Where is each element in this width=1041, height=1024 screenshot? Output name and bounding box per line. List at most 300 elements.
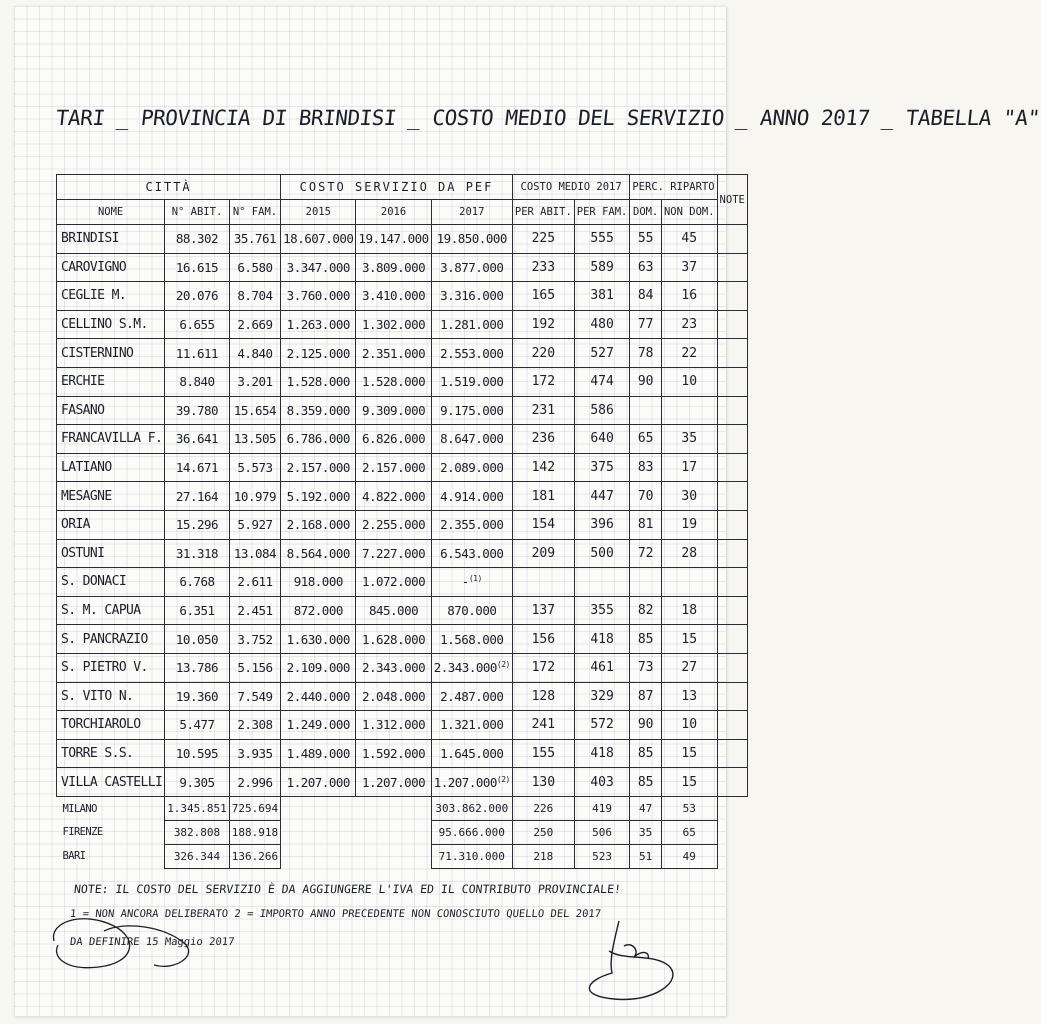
cell-non-dom: 13 [661, 682, 717, 711]
cell-2015: 1.249.000 [281, 711, 356, 740]
cell-dom: 78 [630, 339, 662, 368]
signature-left [44, 901, 234, 981]
cell-nome: CISTERNINO [57, 339, 165, 368]
cell-nome: S. DONACI [57, 568, 165, 597]
table-row [57, 339, 748, 368]
cell-per-fam: 418 [574, 739, 630, 768]
cell-non-dom: 22 [661, 339, 717, 368]
cell-2017: 2.553.000 [431, 339, 512, 368]
cell-nome: VILLA CASTELLI [57, 768, 165, 797]
cell-per-abit: 225 [512, 225, 574, 254]
cell-abit: 19.360 [165, 682, 230, 711]
cell-fam: 5.927 [229, 510, 280, 539]
cell-non-dom [661, 396, 717, 425]
cell-2015: 2.109.000 [281, 653, 356, 682]
cell-abit: 13.786 [165, 653, 230, 682]
cell-non-dom: 18 [661, 596, 717, 625]
footnote-marker: (2) [496, 660, 510, 670]
cell-nome: MILANO [62, 802, 97, 815]
cell-non-dom: 15 [661, 768, 717, 797]
cell-2015: 3.760.000 [281, 282, 356, 311]
cell-2016: 1.312.000 [356, 711, 431, 740]
cell-non-dom: 65 [661, 820, 717, 844]
cell-per-abit: 137 [512, 596, 574, 625]
cell-note [717, 310, 747, 339]
table-header-row [57, 200, 748, 225]
cell-nome: ORIA [57, 510, 165, 539]
cell-2017: 6.543.000 [431, 539, 512, 568]
note-date: DA DEFINIRE 15 Maggio 2017 [69, 936, 236, 948]
cell-2015: 1.528.000 [281, 367, 356, 396]
cell-2017: 95.666.000 [431, 820, 512, 844]
table-row [57, 682, 748, 711]
cell-per-fam: 500 [574, 539, 630, 568]
cell-non-dom: 15 [661, 739, 717, 768]
cell-2016: 2.048.000 [356, 682, 431, 711]
cell-non-dom: 37 [661, 253, 717, 282]
col-header: N° FAM. [229, 200, 280, 225]
cell-note [717, 367, 747, 396]
cell-fam: 3.752 [229, 625, 280, 654]
cell-per-fam: 572 [574, 711, 630, 740]
cell-2016: 9.309.000 [356, 396, 431, 425]
col-header: DOM. [630, 200, 662, 225]
col-header: 2015 [281, 200, 356, 225]
cell-empty [281, 844, 356, 868]
cell-2017: 8.647.000 [431, 425, 512, 454]
cell-dom: 72 [630, 539, 662, 568]
cell-per-fam: 527 [574, 339, 630, 368]
cell-dom: 55 [630, 225, 662, 254]
cell-nome: TORCHIAROLO [57, 711, 165, 740]
cell-per-fam: 355 [574, 596, 630, 625]
cell-non-dom: 19 [661, 510, 717, 539]
summary-row [57, 796, 748, 820]
cell-dom: 47 [630, 796, 662, 820]
cell-note [717, 625, 747, 654]
cell-fam: 10.979 [229, 482, 280, 511]
cell-non-dom: 35 [661, 425, 717, 454]
cell-per-fam: 329 [574, 682, 630, 711]
cell-abit: 36.641 [165, 425, 230, 454]
cell-note [717, 510, 747, 539]
cell-per-abit: 172 [512, 367, 574, 396]
cell-2015: 18.607.000 [281, 225, 356, 254]
cell-note [717, 711, 747, 740]
cell-nome: S. M. CAPUA [57, 596, 165, 625]
cell-note [717, 796, 747, 820]
cell-2017: 9.175.000 [431, 396, 512, 425]
table-row [57, 482, 748, 511]
cell-dom: 35 [630, 820, 662, 844]
cell-note [717, 425, 747, 454]
cell-fam: 2.669 [229, 310, 280, 339]
cell-non-dom: 27 [661, 653, 717, 682]
cell-2015: 2.168.000 [281, 510, 356, 539]
cell-fam: 725.694 [229, 796, 280, 820]
cell-2017: 2.487.000 [431, 682, 512, 711]
cell-fam: 188.918 [229, 820, 280, 844]
cell-per-fam: 381 [574, 282, 630, 311]
cell-fam: 2.996 [229, 768, 280, 797]
cell-per-fam: 447 [574, 482, 630, 511]
cell-note [717, 453, 747, 482]
cell-per-abit: 236 [512, 425, 574, 454]
cell-per-fam: 555 [574, 225, 630, 254]
cell-abit: 11.611 [165, 339, 230, 368]
cell-abit: 10.050 [165, 625, 230, 654]
cell-2015: 2.157.000 [281, 453, 356, 482]
table-row [57, 453, 748, 482]
cell-nome: ERCHIE [57, 367, 165, 396]
cell-2017: 71.310.000 [431, 844, 512, 868]
cell-value: 2.343.000 [433, 660, 497, 676]
cost-table [56, 174, 748, 869]
cell-dom: 81 [630, 510, 662, 539]
cell-per-fam: 589 [574, 253, 630, 282]
header-costo-pef: COSTO SERVIZIO DA PEF [281, 175, 513, 200]
cell-nome: TORRE S.S. [57, 739, 165, 768]
cell-empty [356, 820, 431, 844]
cell-2016: 1.628.000 [356, 625, 431, 654]
cell-non-dom: 49 [661, 844, 717, 868]
cell-2017: 303.862.000 [431, 796, 512, 820]
cell-2015: 8.359.000 [281, 396, 356, 425]
cell-nome: FIRENZE [62, 826, 103, 839]
cell-per-fam: 480 [574, 310, 630, 339]
cell-fam: 136.266 [229, 844, 280, 868]
cell-2016: 6.826.000 [356, 425, 431, 454]
table-row [57, 653, 748, 682]
cell-per-fam: 418 [574, 625, 630, 654]
cell-dom: 85 [630, 739, 662, 768]
cell-fam: 5.573 [229, 453, 280, 482]
cell-note [717, 768, 747, 797]
cell-note [717, 596, 747, 625]
cell-2017: 1.568.000 [431, 625, 512, 654]
cell-note [717, 339, 747, 368]
cell-non-dom: 15 [661, 625, 717, 654]
cell-per-abit: 233 [512, 253, 574, 282]
cell-dom: 51 [630, 844, 662, 868]
signature-right [574, 911, 694, 1006]
table-row [57, 310, 748, 339]
cell-per-abit: 181 [512, 482, 574, 511]
summary-row [57, 820, 748, 844]
cell-abit: 6.655 [165, 310, 230, 339]
cell-abit: 9.305 [165, 768, 230, 797]
col-header: N° ABIT. [165, 200, 230, 225]
cell-dom: 90 [630, 367, 662, 396]
cell-2016: 2.157.000 [356, 453, 431, 482]
cell-2017: 870.000 [431, 596, 512, 625]
cell-non-dom: 45 [661, 225, 717, 254]
cell-abit: 14.671 [165, 453, 230, 482]
cell-per-abit: 156 [512, 625, 574, 654]
cell-note [717, 820, 747, 844]
cell-dom: 83 [630, 453, 662, 482]
cell-dom: 70 [630, 482, 662, 511]
cell-per-abit: 165 [512, 282, 574, 311]
cell-abit: 15.296 [165, 510, 230, 539]
cell-per-abit: 154 [512, 510, 574, 539]
cell-nome: FASANO [57, 396, 165, 425]
cell-fam: 35.761 [229, 225, 280, 254]
table-row [57, 568, 748, 597]
cell-2017 [431, 568, 512, 597]
table-row [57, 768, 748, 797]
note-legend: 1 = NON ANCORA DELIBERATO 2 = IMPORTO ANNO PRECEDENTE NON CONOSCIUTO QUELLO DEL 2017 [69, 908, 602, 920]
cell-2016: 2.351.000 [356, 339, 431, 368]
header-perc-riparto: PERC. RIPARTO [630, 175, 717, 200]
col-header: PER FAM. [574, 200, 630, 225]
cell-fam: 6.580 [229, 253, 280, 282]
cell-dom: 65 [630, 425, 662, 454]
cell-2016: 2.255.000 [356, 510, 431, 539]
cell-per-abit: 226 [512, 796, 574, 820]
cell-per-fam: 506 [574, 820, 630, 844]
cell-fam: 2.308 [229, 711, 280, 740]
cell-2016: 3.809.000 [356, 253, 431, 282]
cell-dom: 85 [630, 625, 662, 654]
cell-2016: 1.072.000 [356, 568, 431, 597]
cell-2015: 918.000 [281, 568, 356, 597]
cell-2015: 3.347.000 [281, 253, 356, 282]
cell-per-abit: 142 [512, 453, 574, 482]
cell-2016: 1.592.000 [356, 739, 431, 768]
table-row [57, 625, 748, 654]
cell-per-abit [512, 568, 574, 597]
cell-non-dom: 28 [661, 539, 717, 568]
cell-fam: 8.704 [229, 282, 280, 311]
cell-nome: S. PANCRAZIO [57, 625, 165, 654]
cell-2015: 1.630.000 [281, 625, 356, 654]
cell-non-dom: 30 [661, 482, 717, 511]
cell-abit: 39.780 [165, 396, 230, 425]
table-row [57, 711, 748, 740]
cell-per-fam: 640 [574, 425, 630, 454]
cell-2017 [431, 653, 512, 682]
cell-2017: 1.281.000 [431, 310, 512, 339]
cell-dom: 85 [630, 768, 662, 797]
cell-per-fam: 403 [574, 768, 630, 797]
cell-per-abit: 192 [512, 310, 574, 339]
header-citta: CITTÀ [57, 175, 281, 200]
cell-non-dom [661, 568, 717, 597]
cell-fam: 3.935 [229, 739, 280, 768]
table-row [57, 539, 748, 568]
cell-note [717, 844, 747, 868]
table-row [57, 225, 748, 254]
cell-fam: 5.156 [229, 653, 280, 682]
footnote-marker: (1) [468, 574, 482, 584]
cell-nome: BARI [62, 850, 86, 863]
table-row [57, 282, 748, 311]
cell-2015: 2.125.000 [281, 339, 356, 368]
cell-abit: 16.615 [165, 253, 230, 282]
cell-non-dom: 10 [661, 367, 717, 396]
cell-per-fam: 474 [574, 367, 630, 396]
col-header: NOME [57, 200, 165, 225]
col-header: PER ABIT. [512, 200, 574, 225]
table-row [57, 596, 748, 625]
cell-2015: 6.786.000 [281, 425, 356, 454]
cell-non-dom: 23 [661, 310, 717, 339]
cell-2016: 2.343.000 [356, 653, 431, 682]
summary-row [57, 844, 748, 868]
cell-2015: 5.192.000 [281, 482, 356, 511]
cell-per-abit: 209 [512, 539, 574, 568]
cell-per-fam: 419 [574, 796, 630, 820]
table-header-group-row [57, 175, 748, 200]
cell-per-abit: 172 [512, 653, 574, 682]
cell-fam: 15.654 [229, 396, 280, 425]
cell-nome: BRINDISI [57, 225, 165, 254]
cell-abit: 10.595 [165, 739, 230, 768]
col-header: NON DOM. [661, 200, 717, 225]
cell-dom: 63 [630, 253, 662, 282]
cell-2017 [431, 768, 512, 797]
cell-note [717, 396, 747, 425]
cell-nome: OSTUNI [57, 539, 165, 568]
cell-2017: 4.914.000 [431, 482, 512, 511]
cell-2016: 1.302.000 [356, 310, 431, 339]
cell-note [717, 253, 747, 282]
cell-dom: 82 [630, 596, 662, 625]
cell-nome: CELLINO S.M. [57, 310, 165, 339]
cell-nome: MESAGNE [57, 482, 165, 511]
cell-note [717, 568, 747, 597]
cell-2015: 8.564.000 [281, 539, 356, 568]
cell-fam: 2.611 [229, 568, 280, 597]
cell-2016: 19.147.000 [356, 225, 431, 254]
cell-abit: 5.477 [165, 711, 230, 740]
cell-2017: 3.316.000 [431, 282, 512, 311]
cell-dom: 84 [630, 282, 662, 311]
cell-abit: 20.076 [165, 282, 230, 311]
table-row [57, 425, 748, 454]
table-row [57, 510, 748, 539]
cell-abit: 27.164 [165, 482, 230, 511]
cell-value: 1.207.000 [433, 774, 497, 790]
cell-nome: FRANCAVILLA F. [57, 425, 165, 454]
cell-per-fam: 461 [574, 653, 630, 682]
cell-nome: LATIANO [57, 453, 165, 482]
cell-non-dom: 16 [661, 282, 717, 311]
cell-non-dom: 53 [661, 796, 717, 820]
cell-per-abit: 155 [512, 739, 574, 768]
cell-nome: CAROVIGNO [57, 253, 165, 282]
table-row [57, 739, 748, 768]
cell-2016: 3.410.000 [356, 282, 431, 311]
cell-per-abit: 250 [512, 820, 574, 844]
cell-per-abit: 130 [512, 768, 574, 797]
cell-per-fam [574, 568, 630, 597]
col-header: 2016 [356, 200, 431, 225]
cell-2017: 1.321.000 [431, 711, 512, 740]
cell-empty [356, 844, 431, 868]
cell-fam: 13.505 [229, 425, 280, 454]
cell-2015: 2.440.000 [281, 682, 356, 711]
cell-abit: 326.344 [165, 844, 230, 868]
cell-dom: 73 [630, 653, 662, 682]
cell-per-fam: 396 [574, 510, 630, 539]
cell-abit: 8.840 [165, 367, 230, 396]
cell-note [717, 539, 747, 568]
cell-per-abit: 220 [512, 339, 574, 368]
cell-note [717, 653, 747, 682]
cell-note [717, 482, 747, 511]
cell-per-abit: 231 [512, 396, 574, 425]
cell-fam: 3.201 [229, 367, 280, 396]
cell-per-fam: 375 [574, 453, 630, 482]
page-title: TARI _ PROVINCIA DI BRINDISI _ COSTO MEDIO DEL SERVIZIO _ ANNO 2017 _ TABELLA "A" [54, 106, 1041, 130]
cell-2016: 7.227.000 [356, 539, 431, 568]
cell-fam: 13.084 [229, 539, 280, 568]
cell-note [717, 225, 747, 254]
cell-dom [630, 396, 662, 425]
cell-2017: 19.850.000 [431, 225, 512, 254]
cell-dom: 87 [630, 682, 662, 711]
notebook-page [14, 6, 1041, 1016]
cell-empty [356, 796, 431, 820]
cell-nome: CEGLIE M. [57, 282, 165, 311]
cell-value: - [461, 574, 469, 590]
header-costo-medio: COSTO MEDIO 2017 [512, 175, 629, 200]
cell-2016: 845.000 [356, 596, 431, 625]
table-row [57, 253, 748, 282]
cell-abit: 31.318 [165, 539, 230, 568]
cell-2015: 872.000 [281, 596, 356, 625]
cell-abit: 1.345.851 [165, 796, 230, 820]
note-iva: NOTE: IL COSTO DEL SERVIZIO È DA AGGIUNGERE L'IVA ED IL CONTRIBUTO PROVINCIALE! [73, 882, 622, 896]
header-note: NOTE [717, 175, 747, 225]
cell-fam: 7.549 [229, 682, 280, 711]
cell-per-abit: 128 [512, 682, 574, 711]
cell-dom: 90 [630, 711, 662, 740]
cell-2016: 1.207.000 [356, 768, 431, 797]
footnote-marker: (2) [496, 774, 510, 784]
cell-2017: 2.089.000 [431, 453, 512, 482]
cell-2017: 3.877.000 [431, 253, 512, 282]
cell-non-dom: 17 [661, 453, 717, 482]
cell-per-fam: 586 [574, 396, 630, 425]
cell-per-abit: 218 [512, 844, 574, 868]
cell-abit: 88.302 [165, 225, 230, 254]
cell-note [717, 739, 747, 768]
cell-abit: 382.808 [165, 820, 230, 844]
cell-2015: 1.263.000 [281, 310, 356, 339]
cell-per-abit: 241 [512, 711, 574, 740]
cell-nome: S. PIETRO V. [57, 653, 165, 682]
cell-dom: 77 [630, 310, 662, 339]
cell-note [717, 682, 747, 711]
cell-2017: 2.355.000 [431, 510, 512, 539]
cell-non-dom: 10 [661, 711, 717, 740]
col-header: 2017 [431, 200, 512, 225]
cell-2015: 1.207.000 [281, 768, 356, 797]
cell-2016: 4.822.000 [356, 482, 431, 511]
cell-per-fam: 523 [574, 844, 630, 868]
cell-2017: 1.645.000 [431, 739, 512, 768]
table-row [57, 396, 748, 425]
table-row [57, 367, 748, 396]
cell-nome: S. VITO N. [57, 682, 165, 711]
cell-abit: 6.768 [165, 568, 230, 597]
cell-2016: 1.528.000 [356, 367, 431, 396]
cell-fam: 4.840 [229, 339, 280, 368]
cell-2015: 1.489.000 [281, 739, 356, 768]
